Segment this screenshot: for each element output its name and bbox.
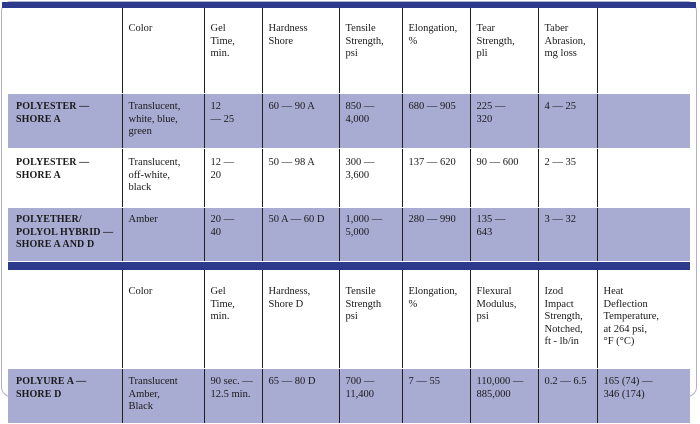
header-cell: Elongation, % (402, 270, 470, 369)
table-cell: 110,000 — 885,000 (470, 369, 538, 424)
table-cell (597, 94, 690, 149)
header-cell (597, 8, 690, 94)
divider-bar (8, 262, 690, 271)
table-cell: 3 — 32 (538, 208, 597, 262)
table-cell: 225 — 320 (470, 94, 538, 149)
table-row (8, 369, 690, 424)
table-cell: Amber (122, 208, 204, 262)
table-cell: 1,000 — 5,000 (339, 208, 402, 262)
table-cell (597, 208, 690, 262)
header-cell: Gel Time, min. (204, 270, 262, 369)
product-name: POLYETHER/ POLYOL HYBRID — SHORE A AND D (8, 208, 122, 262)
table-cell: 50 A — 60 D (262, 208, 339, 262)
header-cell: Tear Strength, pli (470, 8, 538, 94)
header-cell: Izod Impact Strength, Notched, ft - lb/in (538, 270, 597, 369)
table-cell: 7 — 55 (402, 369, 470, 424)
header-cell (8, 8, 122, 94)
table-cell: 20 — 40 (204, 208, 262, 262)
properties-table-panel (1, 1, 697, 412)
table-cell: 0.2 — 6.5 (538, 369, 597, 424)
table-row (8, 94, 690, 149)
table-row (8, 149, 690, 208)
header-cell: Flexural Modulus, psi (470, 270, 538, 369)
header-cell: Tensile Strength, psi (339, 8, 402, 94)
table-cell: 65 — 80 D (262, 369, 339, 424)
table-cell: 2 — 35 (538, 149, 597, 208)
table-cell: 850 — 4,000 (339, 94, 402, 149)
table-cell: 50 — 98 A (262, 149, 339, 208)
table-row (8, 208, 690, 262)
table-cell: 4 — 25 (538, 94, 597, 149)
section-divider (8, 262, 690, 271)
table-cell (597, 149, 690, 208)
header-cell: Elongation, % (402, 8, 470, 94)
table-cell: 137 — 620 (402, 149, 470, 208)
table-cell: 165 (74) — 346 (174) (597, 369, 690, 424)
table-cell: 12 — 25 (204, 94, 262, 149)
header-cell: Color (122, 8, 204, 94)
table-cell: 60 — 90 A (262, 94, 339, 149)
material-properties-table (8, 8, 690, 424)
table-cell: 90 — 600 (470, 149, 538, 208)
table-cell: Translucent, white, blue, green (122, 94, 204, 149)
table-cell: 700 — 11,400 (339, 369, 402, 424)
header-cell: Hardness Shore (262, 8, 339, 94)
product-name: POLYESTER — SHORE A (8, 94, 122, 149)
table2-header-row (8, 270, 690, 369)
table-cell: Translucent, off-white, black (122, 149, 204, 208)
table-cell: 280 — 990 (402, 208, 470, 262)
header-cell: Gel Time, min. (204, 8, 262, 94)
product-name: POLYESTER — SHORE A (8, 149, 122, 208)
table-cell: 135 — 643 (470, 208, 538, 262)
table-cell: 680 — 905 (402, 94, 470, 149)
table-cell: 12 — 20 (204, 149, 262, 208)
header-cell (8, 270, 122, 369)
header-cell: Taber Abrasion, mg loss (538, 8, 597, 94)
table-cell: 300 — 3,600 (339, 149, 402, 208)
table-cell: 90 sec. — 12.5 min. (204, 369, 262, 424)
product-name: POLYURE A — SHORE D (8, 369, 122, 424)
header-cell: Hardness, Shore D (262, 270, 339, 369)
header-cell: Heat Deflection Temperature, at 264 psi, °F (°C) (597, 270, 690, 369)
table-cell: Translucent Amber, Black (122, 369, 204, 424)
header-cell: Tensile Strength psi (339, 270, 402, 369)
table1-header-row (8, 8, 690, 94)
header-cell: Color (122, 270, 204, 369)
